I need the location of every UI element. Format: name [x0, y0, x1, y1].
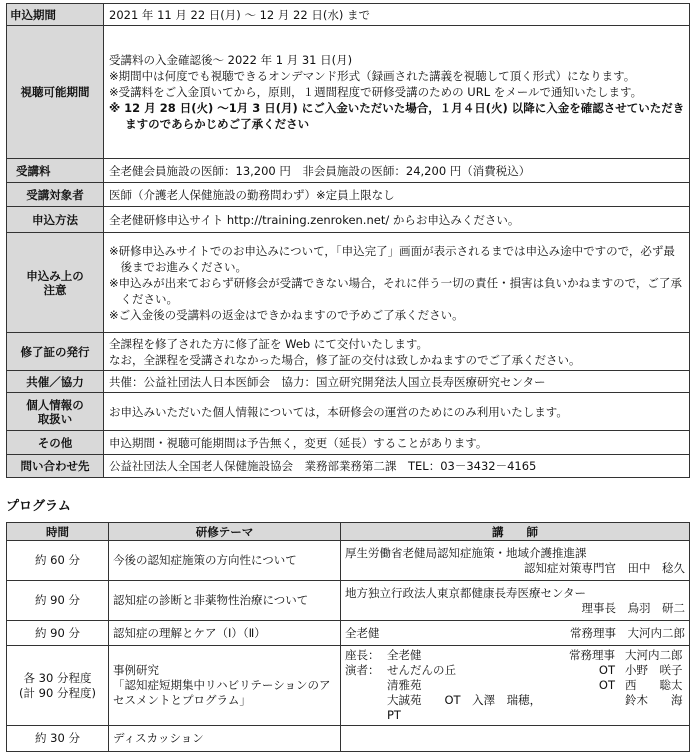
- row-other: [7, 431, 690, 455]
- program-time: 約 90 分: [7, 581, 109, 621]
- program-row: [7, 581, 690, 621]
- row-privacy: [7, 393, 690, 431]
- program-time: 約 60 分: [7, 541, 109, 581]
- label-apply-period: 申込期間: [7, 4, 104, 26]
- value-other: 申込期間・視聴可能期間は予告無く，変更（延長）することがあります。: [104, 431, 690, 455]
- label-method: 申込方法: [7, 207, 104, 233]
- program-speaker: [341, 581, 690, 621]
- program-speaker: [341, 541, 690, 581]
- value-certificate: [104, 333, 690, 371]
- program-title: プログラム: [6, 499, 71, 514]
- header-speaker: 講 師: [341, 523, 690, 541]
- program-theme: 事例研究 「認知症短期集中リハビリテーションのアセスメントとプログラム」: [109, 646, 341, 726]
- viewing-line-2: ※期間中は何度でも視聴できるオンデマンド形式（録画された講義を視聴して頂く形式）になります。: [109, 69, 636, 83]
- speaker-org: 全老健: [345, 625, 380, 640]
- label-privacy: 個人情報の 取扱い: [7, 393, 104, 431]
- row-contact: [7, 455, 690, 478]
- program-row: [7, 541, 690, 581]
- program-time: 各 30 分程度 (計 90 分程度): [7, 646, 109, 726]
- value-target: 医師（介護老人保健施設の勤務問わず）※定員上限なし: [104, 183, 690, 207]
- label-viewing-period: 視聴可能期間: [7, 26, 104, 159]
- presenter-line: 演者： せんだんの丘 OT 小野 咲子: [345, 663, 683, 677]
- header-theme: 研修テーマ: [109, 523, 341, 541]
- program-header-row: [7, 523, 690, 541]
- value-fee: 全老健会員施設の医師：13,200 円 非会員施設の医師：24,200 円（消費税込）: [104, 159, 690, 183]
- label-other: その他: [7, 431, 104, 455]
- program-speaker: [341, 646, 690, 726]
- program-speaker: [341, 621, 690, 646]
- notes-line-3: ※ご入金後の受講料の返金はできかねますので予めご了承ください。: [109, 307, 464, 322]
- row-apply-period: [7, 4, 690, 26]
- row-fee: [7, 159, 690, 183]
- viewing-line-1: 受講料の入金確認後～ 2022 年 1 月 31 日(月): [109, 53, 353, 67]
- label-target: 受講対象者: [7, 183, 104, 207]
- value-cosponsor: 共催：公益社団法人日本医師会 協力：国立研究開発法人国立長寿医療研究センター: [104, 371, 690, 393]
- speaker-org: 厚生労働省老健局認知症施策・地域介護推進課: [345, 545, 587, 560]
- speaker-detail: 認知症対策専門官 田中 稔久: [524, 560, 685, 575]
- program-theme: 今後の認知症施策の方向性について: [109, 541, 341, 581]
- value-apply-period: 2021 年 11 月 22 日(月) ～ 12 月 22 日(水) まで: [104, 4, 690, 26]
- program-row: [7, 621, 690, 646]
- program-theme: ディスカッション: [109, 726, 341, 752]
- speaker-detail: 常務理事 大河内二郎: [570, 625, 685, 640]
- speaker-org: 地方独立行政法人東京都健康長寿医療センター: [345, 585, 587, 600]
- label-certificate: 修了証の発行: [7, 333, 104, 371]
- row-target: [7, 183, 690, 207]
- value-method: 全老健研修申込サイト http://training.zenroken.net/ からお申込みください。: [104, 207, 690, 233]
- presenter-line: 清雅苑 OT 西 聡太: [387, 678, 683, 692]
- value-contact: 公益社団法人全国老人保健施設協会 業務部業務第二課 TEL：03－3432－4165: [104, 455, 690, 478]
- label-fee: 受講料: [7, 159, 104, 183]
- presenter-line: 大誠苑 OT 入澤 瑞穂，PT 鈴木 海: [387, 693, 683, 722]
- notes-line-1: ※研修申込みサイトでのお申込みについて，「申込完了」画面が表示されるまでは申込み途中ですので，必ず最後までお進みください。: [109, 243, 675, 274]
- certificate-line-1: 全課程を修了された方に修了証を Web にて交付いたします。: [109, 336, 428, 351]
- program-row: [7, 646, 690, 726]
- program-time: 約 30 分: [7, 726, 109, 752]
- viewing-line-4: ※ 12 月 28 日(火) ～1月 3 日(月) にご入金いただいた場合，１月４日(火) 以降に入金を確認させていただきますのであらかじめご了承ください: [109, 101, 685, 131]
- certificate-line-2: なお，全課程を受講されなかった場合，修了証の交付は致しかねますのでご了承ください。: [109, 352, 581, 367]
- label-notes: 申込み上の 注意: [7, 233, 104, 333]
- row-viewing-period: [7, 26, 690, 159]
- speaker-detail: 理事長 鳥羽 研二: [581, 600, 685, 615]
- program-time: 約 90 分: [7, 621, 109, 646]
- program-theme: 認知症の理解とケア（Ⅰ）（Ⅱ）: [109, 621, 341, 646]
- chair-line: 座長： 全老健 常務理事 大河内二郎: [345, 648, 683, 662]
- row-certificate: [7, 333, 690, 371]
- program-theme: 認知症の診断と非薬物性治療について: [109, 581, 341, 621]
- program-speaker: [341, 726, 690, 752]
- row-method: [7, 207, 690, 233]
- row-cosponsor: [7, 371, 690, 393]
- program-table: [6, 522, 690, 752]
- program-row: [7, 726, 690, 752]
- viewing-line-3: ※受講料をご入金頂いてから，原則，１週間程度で研修受講のための URL をメールで通知いたします。: [109, 85, 643, 99]
- application-info-table: [6, 3, 690, 478]
- value-notes: [104, 233, 690, 333]
- label-cosponsor: 共催／協力: [7, 371, 104, 393]
- row-notes: [7, 233, 690, 333]
- header-time: 時間: [7, 523, 109, 541]
- value-privacy: お申込みいただいた個人情報については，本研修会の運営のためにのみ利用いたします。: [104, 393, 690, 431]
- value-viewing-period: [104, 26, 690, 159]
- label-contact: 問い合わせ先: [7, 455, 104, 478]
- notes-line-2: ※申込みが出来ておらず研修会が受講できない場合，それに伴う一切の責任・損害は負いかねますので，ご了承ください。: [109, 275, 682, 306]
